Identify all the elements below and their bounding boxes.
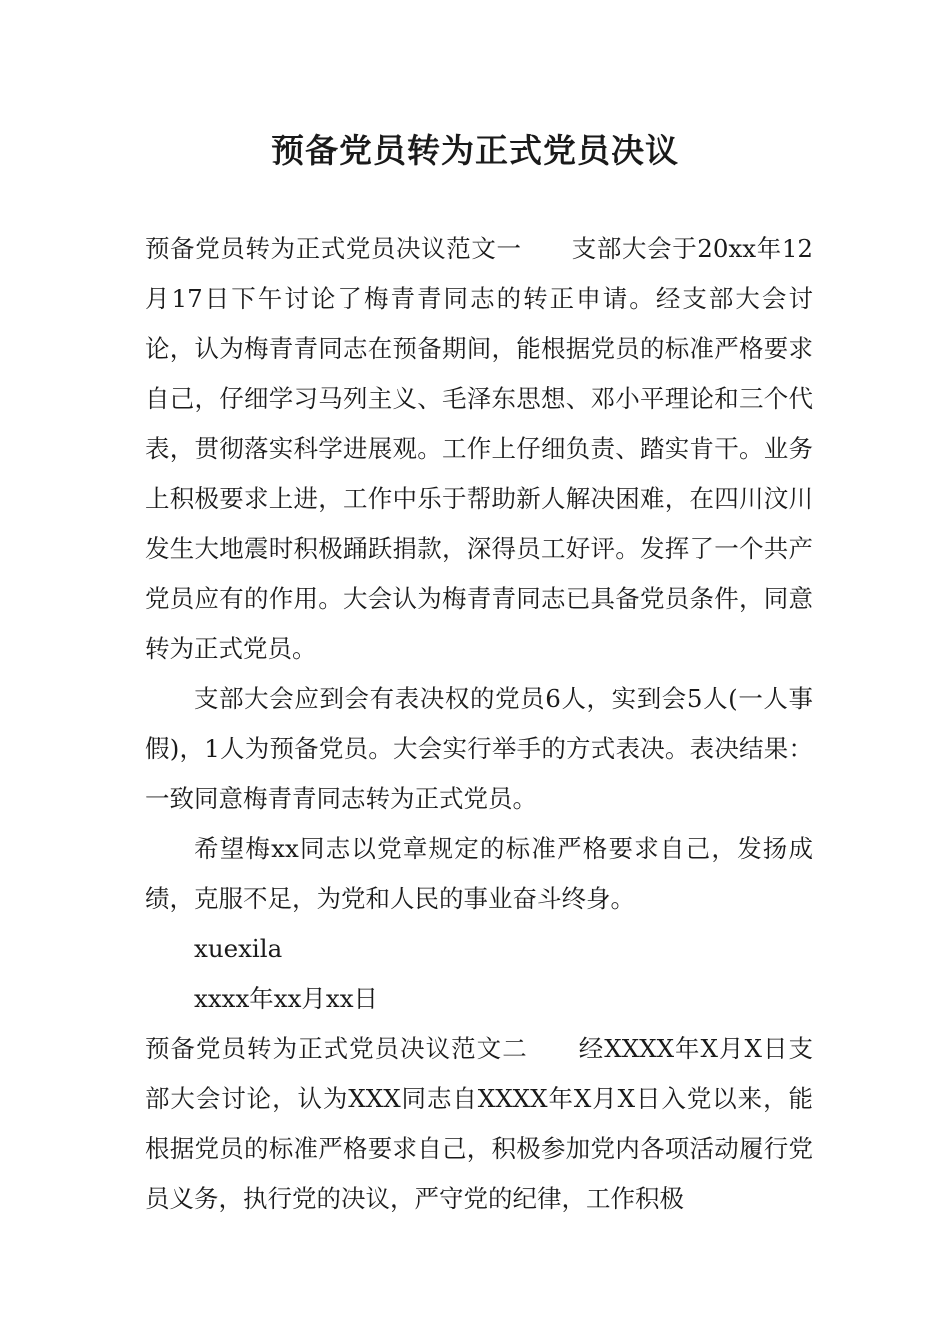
- paragraph-sample-one: 预备党员转为正式党员决议范文一 支部大会于20xx年12月17日下午讨论了梅青青同志的转正申请。经支部大会讨论，认为梅青青同志在预备期间，能根据党员的标准严格要求自己，仔细学习马列主义、毛泽东思想、邓小平理论和三个代表，贯彻落实科学进展观。工作上仔细负责、踏实肯干。业务上积极要求上进，工作中乐于帮助新人解决困难，在四川汶川发生大地震时积极踊跃捐款，深得员工好评。发挥了一个共产党员应有的作用。大会认为梅青青同志已具备党员条件，同意转为正式党员。: [145, 234, 813, 663]
- paragraph-sample-two: 预备党员转为正式党员决议范文二 经XXXX年X月X日支部大会讨论，认为XXX同志自XXXX年X月X日入党以来，能根据党员的标准严格要求自己，积极参加党内各项活动履行党员义务，执行党的决议，严守党的纪律，工作积极: [145, 1034, 813, 1213]
- document-body: [145, 224, 813, 1224]
- signature-text: xuexila: [194, 934, 283, 963]
- paragraph-hope: 希望梅xx同志以党章规定的标准严格要求自己，发扬成绩，克服不足，为党和人民的事业奋斗终身。: [145, 834, 813, 913]
- date-text: xxxx年xx月xx日: [194, 984, 379, 1013]
- paragraph-vote-result: 支部大会应到会有表决权的党员6人，实到会5人(一人事假)，1人为预备党员。大会实行举手的方式表决。表决结果：一致同意梅青青同志转为正式党员。: [145, 684, 813, 813]
- document-title: 预备党员转为正式党员决议: [271, 131, 679, 170]
